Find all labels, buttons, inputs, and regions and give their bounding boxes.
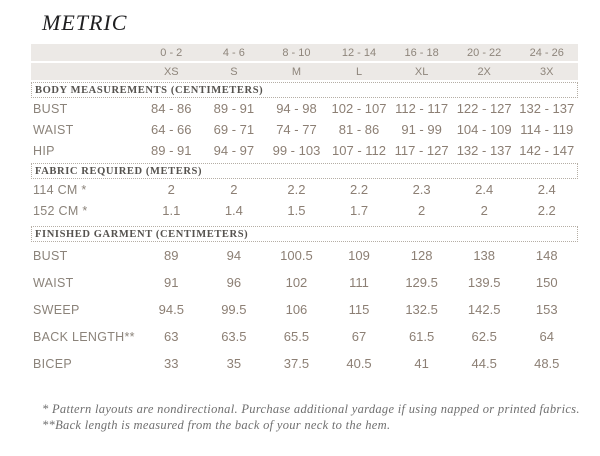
value-cell: 129.5 (405, 275, 438, 290)
size-letter-cell: 2X (477, 65, 491, 78)
value-cell: 107 - 112 (332, 143, 386, 158)
value-cell: 99 - 103 (272, 143, 321, 158)
value-cell: 64 - 66 (151, 122, 192, 137)
size-range-cell: 12 - 14 (341, 46, 377, 59)
value-cell: 2.4 (537, 182, 556, 197)
footnotes (42, 401, 580, 433)
section-header-strip (31, 226, 578, 242)
size-letter-cell: S (230, 65, 238, 78)
row-label: WAIST (33, 122, 74, 137)
value-cell: 33 (164, 356, 179, 371)
section-header-label: BODY MEASUREMENTS (CENTIMETERS) (35, 84, 264, 96)
value-cell: 65.5 (283, 329, 310, 344)
row-label: 114 CM * (33, 182, 87, 197)
row-label: BICEP (33, 356, 73, 371)
value-cell: 62.5 (471, 329, 497, 344)
size-letter-cell: 3X (540, 65, 554, 78)
size-letter-cell: L (355, 65, 363, 78)
section-header-strip (31, 82, 578, 98)
table-row (31, 323, 578, 350)
value-cell: 148 (535, 248, 558, 263)
value-cell: 139.5 (467, 275, 501, 290)
value-cell: 44.5 (471, 356, 497, 371)
value-cell: 142.5 (467, 302, 501, 317)
row-label: BUST (33, 248, 68, 263)
table-row (31, 179, 578, 200)
value-cell: 89 - 91 (151, 143, 192, 158)
value-cell: 132.5 (405, 302, 438, 317)
value-cell: 94 - 98 (276, 101, 317, 116)
value-cell: 2.2 (537, 203, 556, 218)
value-cell: 48.5 (534, 356, 560, 371)
size-letter-cell: M (291, 65, 302, 78)
value-cell: 102 (285, 275, 308, 290)
value-cell: 99.5 (221, 302, 247, 317)
size-range-cell: 24 - 26 (529, 46, 564, 59)
value-cell: 89 (164, 248, 179, 263)
value-cell: 2.4 (475, 182, 494, 197)
value-cell: 1.5 (287, 203, 306, 218)
value-cell: 63 (164, 329, 179, 344)
value-cell: 104 - 109 (456, 122, 512, 137)
value-cell: 132 - 137 (519, 101, 575, 116)
value-cell: 128 (410, 248, 433, 263)
section-header-strip (31, 163, 578, 179)
value-cell: 122 - 127 (456, 101, 512, 116)
value-cell: 61.5 (408, 329, 435, 344)
value-cell: 81 - 86 (338, 122, 380, 137)
value-cell: 150 (535, 275, 558, 290)
value-cell: 2.2 (349, 182, 369, 197)
value-cell: 2 (230, 182, 238, 197)
value-cell: 91 - 99 (401, 122, 442, 137)
table-row (31, 119, 578, 140)
value-cell: 153 (535, 302, 558, 317)
table-row (31, 140, 578, 161)
size-chart-table (31, 44, 578, 377)
value-cell: 2 (167, 182, 175, 197)
value-cell: 96 (226, 275, 242, 290)
table-row (31, 242, 578, 269)
size-range-cell: 0 - 2 (160, 46, 183, 59)
value-cell: 84 - 86 (151, 101, 192, 116)
value-cell: 142 - 147 (519, 143, 575, 158)
footnote-back-length: **Back length is measured from the back of your neck to the hem. (42, 418, 391, 432)
value-cell: 106 (285, 302, 308, 317)
value-cell: 1.4 (224, 203, 243, 218)
table-row (31, 296, 578, 323)
footnote-pattern-layouts: * Pattern layouts are nondirectional. Purchase additional yardage if using napped or printed fabrics. (42, 402, 580, 416)
row-label: HIP (33, 143, 55, 158)
value-cell: 109 (348, 248, 370, 263)
value-cell: 100.5 (280, 248, 313, 263)
value-cell: 117 - 127 (394, 143, 449, 158)
value-cell: 94 - 97 (213, 143, 255, 158)
value-cell: 89 - 91 (213, 101, 255, 116)
value-cell: 2 (480, 203, 488, 218)
value-cell: 1.7 (349, 203, 369, 218)
value-cell: 2 (417, 203, 426, 218)
value-cell: 132 - 137 (456, 143, 512, 158)
table-row (31, 200, 578, 221)
value-cell: 74 - 77 (276, 122, 317, 137)
value-cell: 115 (348, 302, 370, 317)
section-header-label: FINISHED GARMENT (CENTIMETERS) (35, 228, 249, 240)
row-label: SWEEP (33, 302, 80, 317)
row-label: BACK LENGTH** (33, 329, 135, 344)
size-range-cell: 4 - 6 (222, 46, 245, 59)
size-letter-cell: XS (163, 65, 179, 78)
page-title: METRIC (42, 10, 128, 35)
value-cell: 1.1 (162, 203, 181, 218)
size-range-cell: 8 - 10 (282, 46, 311, 59)
value-cell: 2.2 (287, 182, 306, 197)
table-row (31, 350, 578, 377)
value-cell: 69 - 71 (213, 122, 255, 137)
size-range-header-row (31, 44, 578, 61)
value-cell: 37.5 (283, 356, 310, 371)
row-label: 152 CM * (33, 203, 88, 218)
size-letter-cell: XL (414, 65, 429, 78)
value-cell: 112 - 117 (395, 101, 449, 116)
value-cell: 40.5 (346, 356, 372, 371)
value-cell: 67 (351, 329, 367, 344)
table-section (31, 163, 578, 221)
value-cell: 114 - 119 (520, 122, 574, 137)
value-cell: 41 (414, 356, 429, 371)
row-label: BUST (33, 101, 68, 116)
row-label: WAIST (33, 275, 74, 290)
value-cell: 94 (226, 248, 242, 263)
table-section (31, 226, 578, 377)
value-cell: 111 (349, 275, 369, 290)
table-section (31, 82, 578, 161)
size-range-cell: 16 - 18 (404, 46, 439, 59)
size-range-cell: 20 - 22 (467, 46, 502, 59)
section-header-label: FABRIC REQUIRED (METERS) (35, 165, 203, 177)
table-row (31, 98, 578, 119)
table-row (31, 269, 578, 296)
value-cell: 138 (473, 248, 496, 263)
size-letter-header-row (31, 63, 578, 80)
value-cell: 64 (539, 329, 554, 344)
value-cell: 35 (226, 356, 242, 371)
value-cell: 94.5 (158, 302, 184, 317)
value-cell: 63.5 (221, 329, 247, 344)
table-sections (31, 82, 578, 377)
value-cell: 91 (164, 275, 179, 290)
value-cell: 102 - 107 (331, 101, 387, 116)
value-cell: 2.3 (412, 182, 431, 197)
